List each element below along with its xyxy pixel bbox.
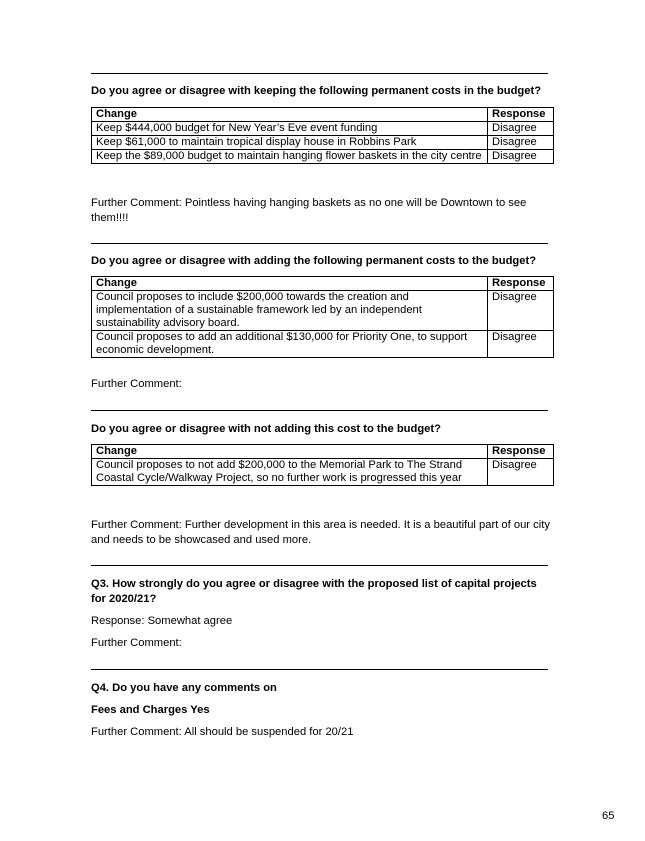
change-header: Change: [92, 445, 488, 459]
response-cell: Disagree: [488, 291, 554, 331]
change-cell: Council proposes to not add $200,000 to the Memorial Park to The Strand Coastal Cycle/Walkway Project, so no further work is progressed this year: [92, 459, 488, 486]
table-row: [92, 136, 554, 150]
divider: [91, 73, 548, 74]
section2-comment: Further Comment:: [91, 378, 182, 390]
response-header: Response: [488, 108, 554, 122]
q4-question: Q4. Do you have any comments on: [91, 682, 277, 694]
section2-question: Do you agree or disagree with adding the following permanent costs to the budget?: [91, 255, 537, 267]
q4-subheading: Fees and Charges Yes: [91, 704, 210, 716]
section1-comment: Further Comment: Pointless having hanging baskets as no one will be Downtown to see them!!!!: [91, 197, 527, 224]
change-cell: Keep the $89,000 budget to maintain hanging flower baskets in the city centre: [92, 150, 488, 164]
table-header-row: [92, 108, 554, 122]
page-number: 65: [602, 810, 615, 822]
section1-table: [91, 107, 554, 164]
section1-question: Do you agree or disagree with keeping the following permanent costs in the budget?: [91, 85, 542, 97]
change-cell: Keep $61,000 to maintain tropical display house in Robbins Park: [92, 136, 488, 150]
response-cell: Disagree: [488, 459, 554, 486]
table-row: [92, 291, 554, 331]
response-cell: Disagree: [488, 331, 554, 358]
response-cell: Disagree: [488, 122, 554, 136]
table-row: [92, 122, 554, 136]
q3-comment: Further Comment:: [91, 637, 182, 649]
response-header: Response: [488, 445, 554, 459]
section3-question: Do you agree or disagree with not adding this cost to the budget?: [91, 423, 441, 435]
response-cell: Disagree: [488, 136, 554, 150]
section2-table: [91, 276, 554, 358]
divider: [91, 669, 548, 670]
table-row: [92, 331, 554, 358]
change-cell: Council proposes to add an additional $130,000 for Priority One, to support economic development.: [92, 331, 488, 358]
section3-comment: Further Comment: Further development in this area is needed. It is a beautiful part of our city and needs to be showcased and used more.: [91, 519, 550, 546]
change-cell: Keep $444,000 budget for New Year’s Eve event funding: [92, 122, 488, 136]
response-cell: Disagree: [488, 150, 554, 164]
q4-comment: Further Comment: All should be suspended for 20/21: [91, 726, 354, 738]
table-header-row: [92, 277, 554, 291]
divider: [91, 410, 548, 411]
q3-response: Response: Somewhat agree: [91, 615, 233, 627]
table-row: [92, 459, 554, 486]
change-cell: Council proposes to include $200,000 towards the creation and implementation of a sustainable framework led by an independent sustainability advisory board.: [92, 291, 488, 331]
change-header: Change: [92, 277, 488, 291]
table-header-row: [92, 445, 554, 459]
table-row: [92, 150, 554, 164]
section3-table: [91, 444, 554, 486]
change-header: Change: [92, 108, 488, 122]
divider: [91, 243, 548, 244]
q3-question: Q3. How strongly do you agree or disagree with the proposed list of capital projects for 2020/21?: [91, 578, 537, 605]
divider: [91, 565, 548, 566]
response-header: Response: [488, 277, 554, 291]
